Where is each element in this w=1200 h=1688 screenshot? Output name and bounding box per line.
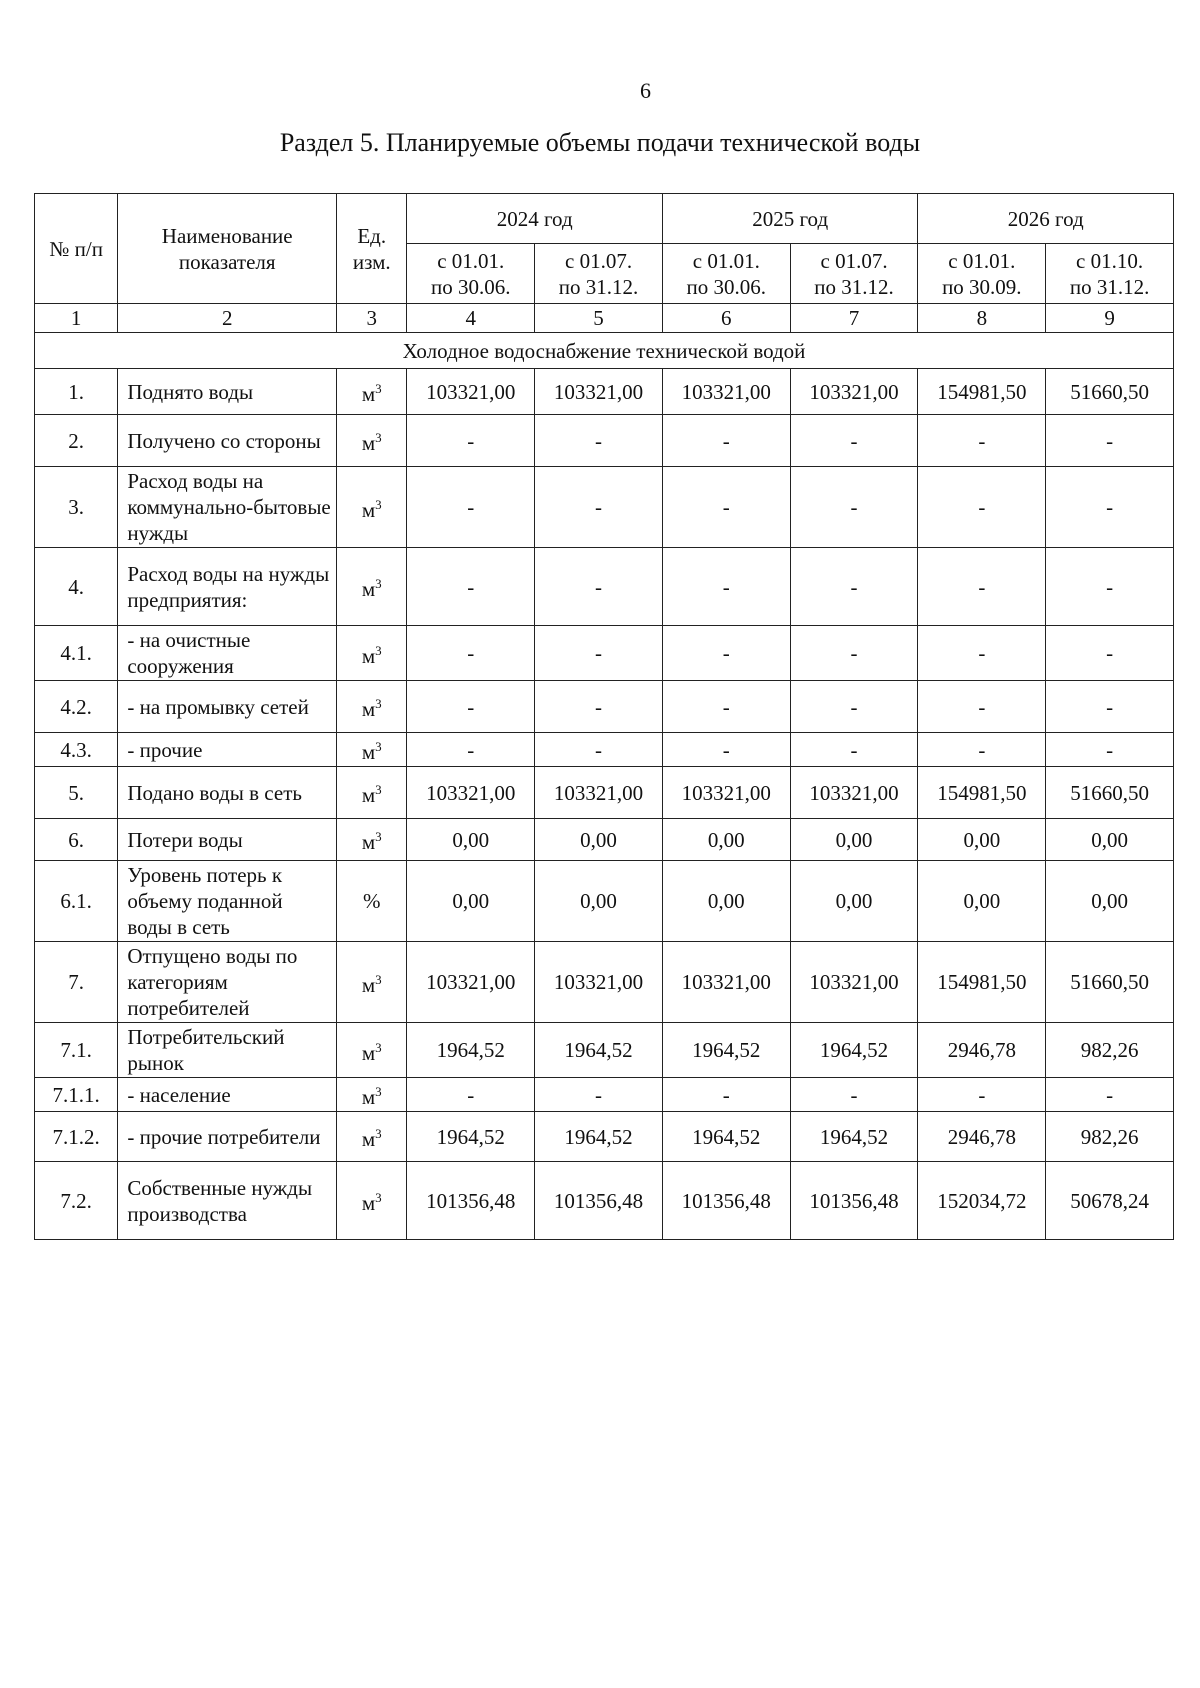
- value-cell: 1964,52: [662, 1112, 790, 1162]
- value-cell: 51660,50: [1046, 767, 1174, 819]
- column-number: 3: [337, 304, 407, 333]
- value-cell: -: [662, 548, 790, 626]
- row-number: 6.1.: [35, 861, 118, 942]
- value-cell: 0,00: [407, 861, 535, 942]
- column-number: 6: [662, 304, 790, 333]
- value-cell: 103321,00: [535, 369, 663, 415]
- value-cell: -: [407, 681, 535, 733]
- header-row-years: [35, 194, 1174, 244]
- value-cell: -: [918, 626, 1046, 681]
- value-cell: -: [407, 733, 535, 767]
- header-period: с 01.07. по 31.12.: [535, 244, 663, 304]
- value-cell: -: [407, 467, 535, 548]
- header-period: с 01.01. по 30.06.: [662, 244, 790, 304]
- value-cell: -: [535, 467, 663, 548]
- value-cell: -: [662, 467, 790, 548]
- table-row: [35, 369, 1174, 415]
- value-cell: 51660,50: [1046, 369, 1174, 415]
- value-cell: -: [407, 626, 535, 681]
- value-cell: -: [918, 1078, 1046, 1112]
- value-cell: 152034,72: [918, 1162, 1046, 1240]
- unit-cell: $м^3$: [337, 733, 407, 767]
- indicator-name: Расход воды на нужды предприятия:: [118, 548, 337, 626]
- value-cell: 101356,48: [662, 1162, 790, 1240]
- row-number: 3.: [35, 467, 118, 548]
- column-number: 9: [1046, 304, 1174, 333]
- value-cell: -: [407, 415, 535, 467]
- value-cell: -: [662, 681, 790, 733]
- value-cell: 103321,00: [407, 767, 535, 819]
- row-number: 7.: [35, 942, 118, 1023]
- column-number: 7: [790, 304, 918, 333]
- column-number: 2: [118, 304, 337, 333]
- section-row: [35, 333, 1174, 369]
- value-cell: -: [1046, 415, 1174, 467]
- header-period: с 01.01. по 30.09.: [918, 244, 1046, 304]
- value-cell: 103321,00: [662, 767, 790, 819]
- table-row: [35, 681, 1174, 733]
- header-period: с 01.10. по 31.12.: [1046, 244, 1174, 304]
- value-cell: 982,26: [1046, 1112, 1174, 1162]
- header-period: с 01.01. по 30.06.: [407, 244, 535, 304]
- value-cell: 101356,48: [790, 1162, 918, 1240]
- value-cell: 0,00: [1046, 861, 1174, 942]
- value-cell: -: [790, 1078, 918, 1112]
- header-year-2025: 2025 год: [662, 194, 918, 244]
- value-cell: 1964,52: [790, 1023, 918, 1078]
- value-cell: -: [1046, 626, 1174, 681]
- header-year-2026: 2026 год: [918, 194, 1174, 244]
- header-period: с 01.07. по 31.12.: [790, 244, 918, 304]
- value-cell: -: [535, 626, 663, 681]
- unit-cell: $м^3$: [337, 1162, 407, 1240]
- value-cell: -: [535, 548, 663, 626]
- value-cell: -: [1046, 1078, 1174, 1112]
- table-row: [35, 733, 1174, 767]
- value-cell: 0,00: [790, 819, 918, 861]
- unit-cell: $м^3$: [337, 767, 407, 819]
- row-number: 4.3.: [35, 733, 118, 767]
- value-cell: -: [1046, 681, 1174, 733]
- table-row: [35, 626, 1174, 681]
- value-cell: 103321,00: [535, 767, 663, 819]
- table-row: [35, 767, 1174, 819]
- value-cell: 0,00: [662, 819, 790, 861]
- table-row: [35, 819, 1174, 861]
- section-label: Холодное водоснабжение технической водой: [35, 333, 1174, 369]
- value-cell: 51660,50: [1046, 942, 1174, 1023]
- unit-cell: $м^3$: [337, 626, 407, 681]
- column-number: 1: [35, 304, 118, 333]
- indicator-name: - на очистные сооружения: [118, 626, 337, 681]
- value-cell: -: [790, 681, 918, 733]
- value-cell: -: [918, 415, 1046, 467]
- header-year-2024: 2024 год: [407, 194, 663, 244]
- value-cell: -: [662, 1078, 790, 1112]
- indicator-name: Подано воды в сеть: [118, 767, 337, 819]
- indicator-name: Отпущено воды по категориям потребителей: [118, 942, 337, 1023]
- value-cell: 0,00: [535, 819, 663, 861]
- value-cell: -: [790, 626, 918, 681]
- table-row: [35, 1112, 1174, 1162]
- value-cell: 0,00: [407, 819, 535, 861]
- row-number: 7.1.: [35, 1023, 118, 1078]
- value-cell: 0,00: [918, 819, 1046, 861]
- table-row: [35, 1078, 1174, 1112]
- row-number: 6.: [35, 819, 118, 861]
- table-row: [35, 942, 1174, 1023]
- table-body: [35, 333, 1174, 1240]
- table-row: [35, 548, 1174, 626]
- table-row: [35, 861, 1174, 942]
- value-cell: -: [918, 467, 1046, 548]
- value-cell: -: [1046, 548, 1174, 626]
- value-cell: 982,26: [1046, 1023, 1174, 1078]
- value-cell: -: [790, 415, 918, 467]
- value-cell: -: [1046, 733, 1174, 767]
- unit-cell: $м^3$: [337, 415, 407, 467]
- value-cell: 103321,00: [662, 369, 790, 415]
- value-cell: 103321,00: [407, 369, 535, 415]
- value-cell: -: [535, 681, 663, 733]
- value-cell: 0,00: [918, 861, 1046, 942]
- unit-cell: $м^3$: [337, 548, 407, 626]
- value-cell: -: [662, 415, 790, 467]
- value-cell: -: [918, 733, 1046, 767]
- unit-cell: $м^3$: [337, 1023, 407, 1078]
- value-cell: 103321,00: [790, 942, 918, 1023]
- table-row: [35, 1162, 1174, 1240]
- table-row: [35, 1023, 1174, 1078]
- row-number: 2.: [35, 415, 118, 467]
- table-row: [35, 415, 1174, 467]
- value-cell: 103321,00: [790, 369, 918, 415]
- value-cell: 1964,52: [407, 1023, 535, 1078]
- unit-cell: %: [337, 861, 407, 942]
- indicator-name: Поднято воды: [118, 369, 337, 415]
- water-volume-table: [34, 193, 1174, 1240]
- value-cell: 101356,48: [535, 1162, 663, 1240]
- value-cell: -: [918, 548, 1046, 626]
- unit-cell: $м^3$: [337, 1112, 407, 1162]
- indicator-name: Потребительский рынок: [118, 1023, 337, 1078]
- unit-cell: $м^3$: [337, 681, 407, 733]
- value-cell: 154981,50: [918, 942, 1046, 1023]
- indicator-name: - прочие: [118, 733, 337, 767]
- value-cell: -: [662, 626, 790, 681]
- row-number: 4.2.: [35, 681, 118, 733]
- value-cell: 154981,50: [918, 767, 1046, 819]
- column-number: 5: [535, 304, 663, 333]
- value-cell: 2946,78: [918, 1112, 1046, 1162]
- value-cell: -: [790, 548, 918, 626]
- value-cell: 101356,48: [407, 1162, 535, 1240]
- value-cell: 103321,00: [790, 767, 918, 819]
- indicator-name: - прочие потребители: [118, 1112, 337, 1162]
- section-title: Раздел 5. Планируемые объемы подачи технической воды: [279, 128, 921, 157]
- indicator-name: Уровень потерь к объему поданной воды в сеть: [118, 861, 337, 942]
- page-number: 6: [640, 78, 651, 103]
- value-cell: -: [407, 548, 535, 626]
- indicator-name: - на промывку сетей: [118, 681, 337, 733]
- unit-cell: $м^3$: [337, 369, 407, 415]
- row-number: 7.1.1.: [35, 1078, 118, 1112]
- header-name: Наименование показателя: [118, 194, 337, 304]
- value-cell: 0,00: [1046, 819, 1174, 861]
- row-number: 4.: [35, 548, 118, 626]
- unit-cell: $м^3$: [337, 467, 407, 548]
- value-cell: 1964,52: [535, 1023, 663, 1078]
- indicator-name: Потери воды: [118, 819, 337, 861]
- value-cell: 2946,78: [918, 1023, 1046, 1078]
- value-cell: -: [535, 733, 663, 767]
- indicator-name: Получено со стороны: [118, 415, 337, 467]
- row-number: 7.2.: [35, 1162, 118, 1240]
- header-unit: Ед. изм.: [337, 194, 407, 304]
- value-cell: 103321,00: [662, 942, 790, 1023]
- value-cell: -: [918, 681, 1046, 733]
- value-cell: 1964,52: [790, 1112, 918, 1162]
- value-cell: 103321,00: [535, 942, 663, 1023]
- unit-cell: $м^3$: [337, 819, 407, 861]
- indicator-name: Собственные нужды производства: [118, 1162, 337, 1240]
- row-number: 4.1.: [35, 626, 118, 681]
- value-cell: 50678,24: [1046, 1162, 1174, 1240]
- row-number: 5.: [35, 767, 118, 819]
- value-cell: -: [790, 733, 918, 767]
- indicator-name: Расход воды на коммунально-бытовые нужды: [118, 467, 337, 548]
- unit-cell: $м^3$: [337, 942, 407, 1023]
- value-cell: 1964,52: [662, 1023, 790, 1078]
- value-cell: -: [535, 415, 663, 467]
- value-cell: 0,00: [790, 861, 918, 942]
- row-number: 1.: [35, 369, 118, 415]
- value-cell: 154981,50: [918, 369, 1046, 415]
- header-num: № п/п: [35, 194, 118, 304]
- value-cell: 103321,00: [407, 942, 535, 1023]
- column-number: 4: [407, 304, 535, 333]
- value-cell: -: [535, 1078, 663, 1112]
- table-row: [35, 467, 1174, 548]
- value-cell: 1964,52: [535, 1112, 663, 1162]
- column-number-row: [35, 304, 1174, 333]
- value-cell: -: [790, 467, 918, 548]
- value-cell: 0,00: [535, 861, 663, 942]
- row-number: 7.1.2.: [35, 1112, 118, 1162]
- value-cell: -: [1046, 467, 1174, 548]
- value-cell: -: [662, 733, 790, 767]
- indicator-name: - население: [118, 1078, 337, 1112]
- value-cell: 0,00: [662, 861, 790, 942]
- column-number: 8: [918, 304, 1046, 333]
- value-cell: 1964,52: [407, 1112, 535, 1162]
- value-cell: -: [407, 1078, 535, 1112]
- unit-cell: $м^3$: [337, 1078, 407, 1112]
